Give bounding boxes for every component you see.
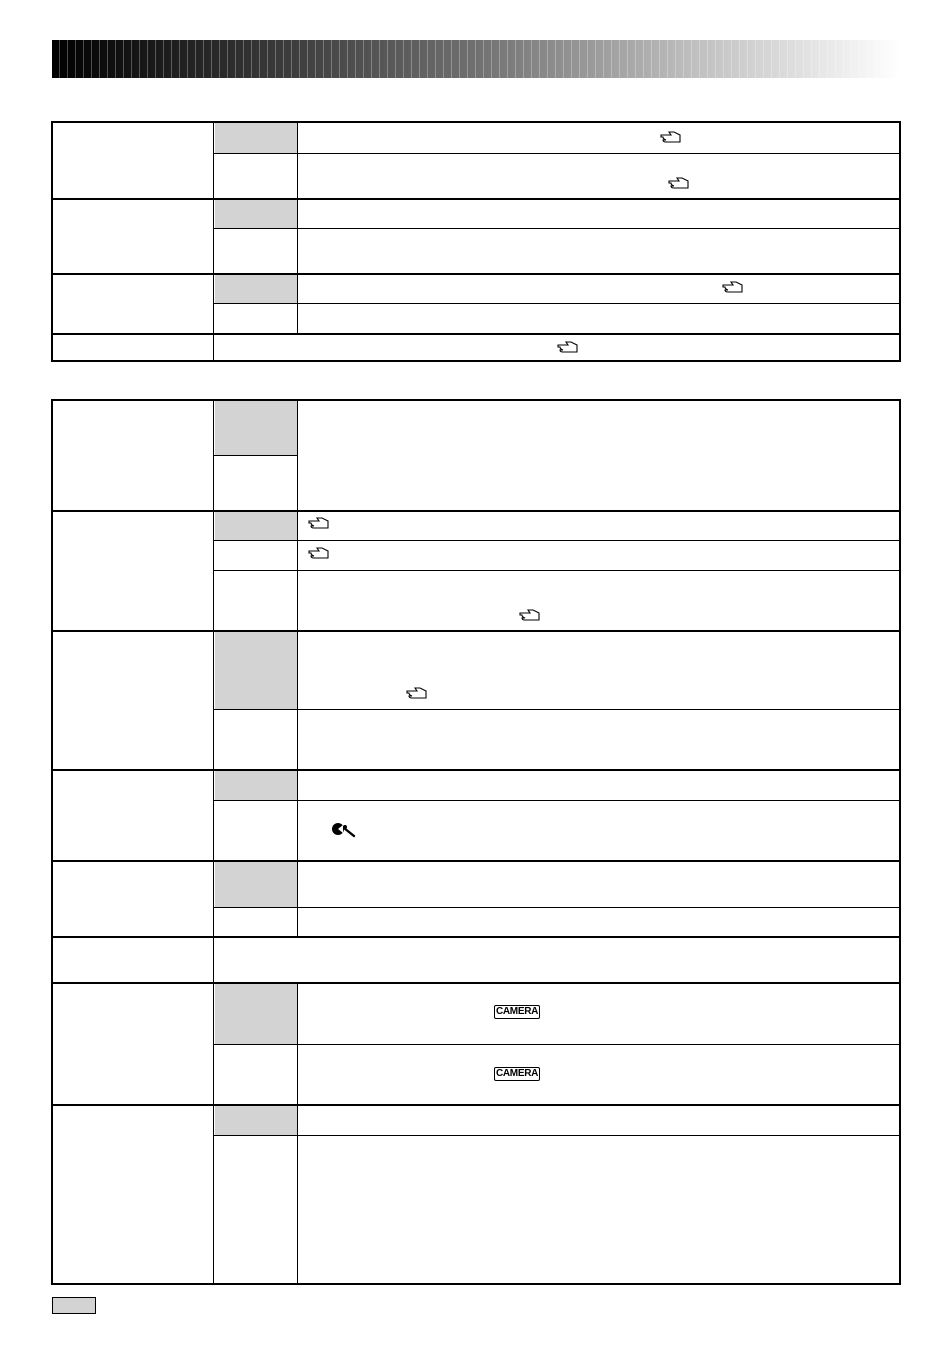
camera-mode-badge: CAMERA	[495, 1068, 539, 1079]
table1-row-divider	[53, 273, 901, 275]
table2-subrow-divider	[214, 570, 901, 571]
page-number-box	[52, 1297, 96, 1314]
pointing-hand-reference-icon	[519, 608, 541, 622]
pointing-hand-reference-icon	[557, 340, 579, 354]
table2-subrow-divider	[214, 1044, 901, 1045]
table1-option-column	[214, 123, 298, 360]
table2-subrow-divider	[214, 455, 298, 456]
pointing-hand-reference-icon	[722, 280, 744, 294]
table2-row7-default-option	[215, 983, 297, 1044]
table2-row-divider	[53, 630, 901, 632]
table2-row-divider	[53, 936, 901, 938]
settings-table-1	[51, 121, 901, 362]
table2-row-divider	[53, 510, 901, 512]
table2-row6-merged-cell	[214, 938, 298, 982]
table1-subrow-divider	[214, 303, 901, 304]
table2-row1-default-option	[215, 401, 297, 455]
pointing-hand-reference-icon	[308, 516, 330, 530]
table2-row8-default-option	[215, 1105, 297, 1135]
pointing-hand-reference-icon	[308, 546, 330, 560]
table1-row3-default-option	[215, 274, 297, 304]
table2-subrow-divider	[214, 540, 901, 541]
table1-subrow-divider	[214, 153, 901, 154]
table1-row2-default-option	[215, 199, 297, 229]
table2-subrow-divider	[214, 907, 901, 908]
table2-row4-default-option	[215, 770, 297, 800]
table1-subrow-divider	[214, 228, 901, 229]
table2-row3-default-option	[215, 631, 297, 709]
maintenance-wrench-icon	[331, 821, 357, 839]
table1-row4-merged-cell	[214, 335, 298, 360]
table2-row5-default-option	[215, 861, 297, 907]
table2-row-divider	[53, 769, 901, 771]
table1-label-column	[53, 123, 214, 360]
table2-row-divider	[53, 982, 901, 984]
pointing-hand-reference-icon	[660, 130, 682, 144]
pointing-hand-reference-icon	[668, 176, 690, 190]
table2-label-column	[53, 401, 214, 1283]
table2-row2-default-option	[215, 511, 297, 541]
table2-subrow-divider	[214, 1135, 901, 1136]
table1-row-divider	[53, 198, 901, 200]
camera-mode-badge: CAMERA	[495, 1006, 539, 1017]
pointing-hand-reference-icon	[406, 686, 428, 700]
table2-subrow-divider	[214, 709, 901, 710]
table1-row-divider	[53, 333, 901, 335]
table2-row-divider	[53, 1104, 901, 1106]
table1-row1-default-option	[215, 123, 297, 153]
table2-row-divider	[53, 860, 901, 862]
section-header-gradient-bar	[52, 40, 900, 78]
table2-subrow-divider	[214, 800, 901, 801]
settings-table-2	[51, 399, 901, 1285]
